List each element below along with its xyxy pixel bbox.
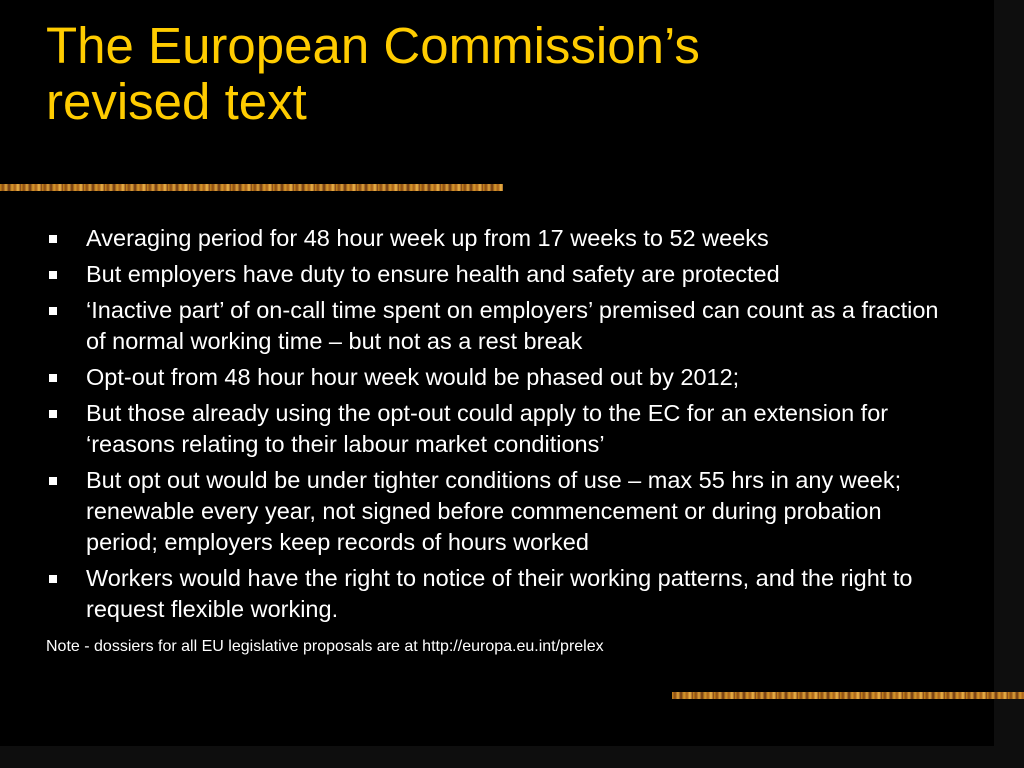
bullet-item [46, 398, 956, 460]
bullet-text: But those already using the opt-out could apply to the EC for an extension for ‘reasons relating to their labour market conditions’ [86, 400, 889, 457]
title-divider-rule [0, 184, 503, 191]
footnote: Note - dossiers for all EU legislative proposals are at http://europa.eu.int/prelex [46, 638, 604, 655]
bullet-text: ‘Inactive part’ of on-call time spent on employers’ premised can count as a fraction of normal working time – but not as a rest break [86, 297, 939, 354]
bullet-item [46, 465, 956, 558]
bullet-item [46, 259, 956, 290]
bullet-text: But opt out would be under tighter conditions of use – max 55 hrs in any week; renewable every year, not signed before commencement or during probation period; employers keep records of hours worked [86, 467, 902, 555]
bullet-item [46, 295, 956, 357]
bullet-item [46, 362, 956, 393]
slide-title: The European Commission’s revised text [46, 17, 700, 130]
bullet-square-icon [49, 374, 57, 382]
bullet-square-icon [49, 575, 57, 583]
bottom-border-strip [0, 746, 1024, 768]
right-border-strip [994, 0, 1024, 768]
bullet-square-icon [49, 477, 57, 485]
bullet-square-icon [49, 235, 57, 243]
bullet-square-icon [49, 307, 57, 315]
bullet-item [46, 563, 956, 625]
bullet-text: Averaging period for 48 hour week up from 17 weeks to 52 weeks [86, 225, 769, 251]
bottom-divider-rule [672, 692, 1024, 699]
bullet-text: But employers have duty to ensure health and safety are protected [86, 261, 780, 287]
bullet-text: Opt-out from 48 hour hour week would be phased out by 2012; [86, 364, 740, 390]
bullet-text: Workers would have the right to notice of their working patterns, and the right to request flexible working. [86, 565, 913, 622]
bullet-square-icon [49, 410, 57, 418]
bullet-square-icon [49, 271, 57, 279]
bullet-list [46, 223, 956, 630]
bullet-item [46, 223, 956, 254]
